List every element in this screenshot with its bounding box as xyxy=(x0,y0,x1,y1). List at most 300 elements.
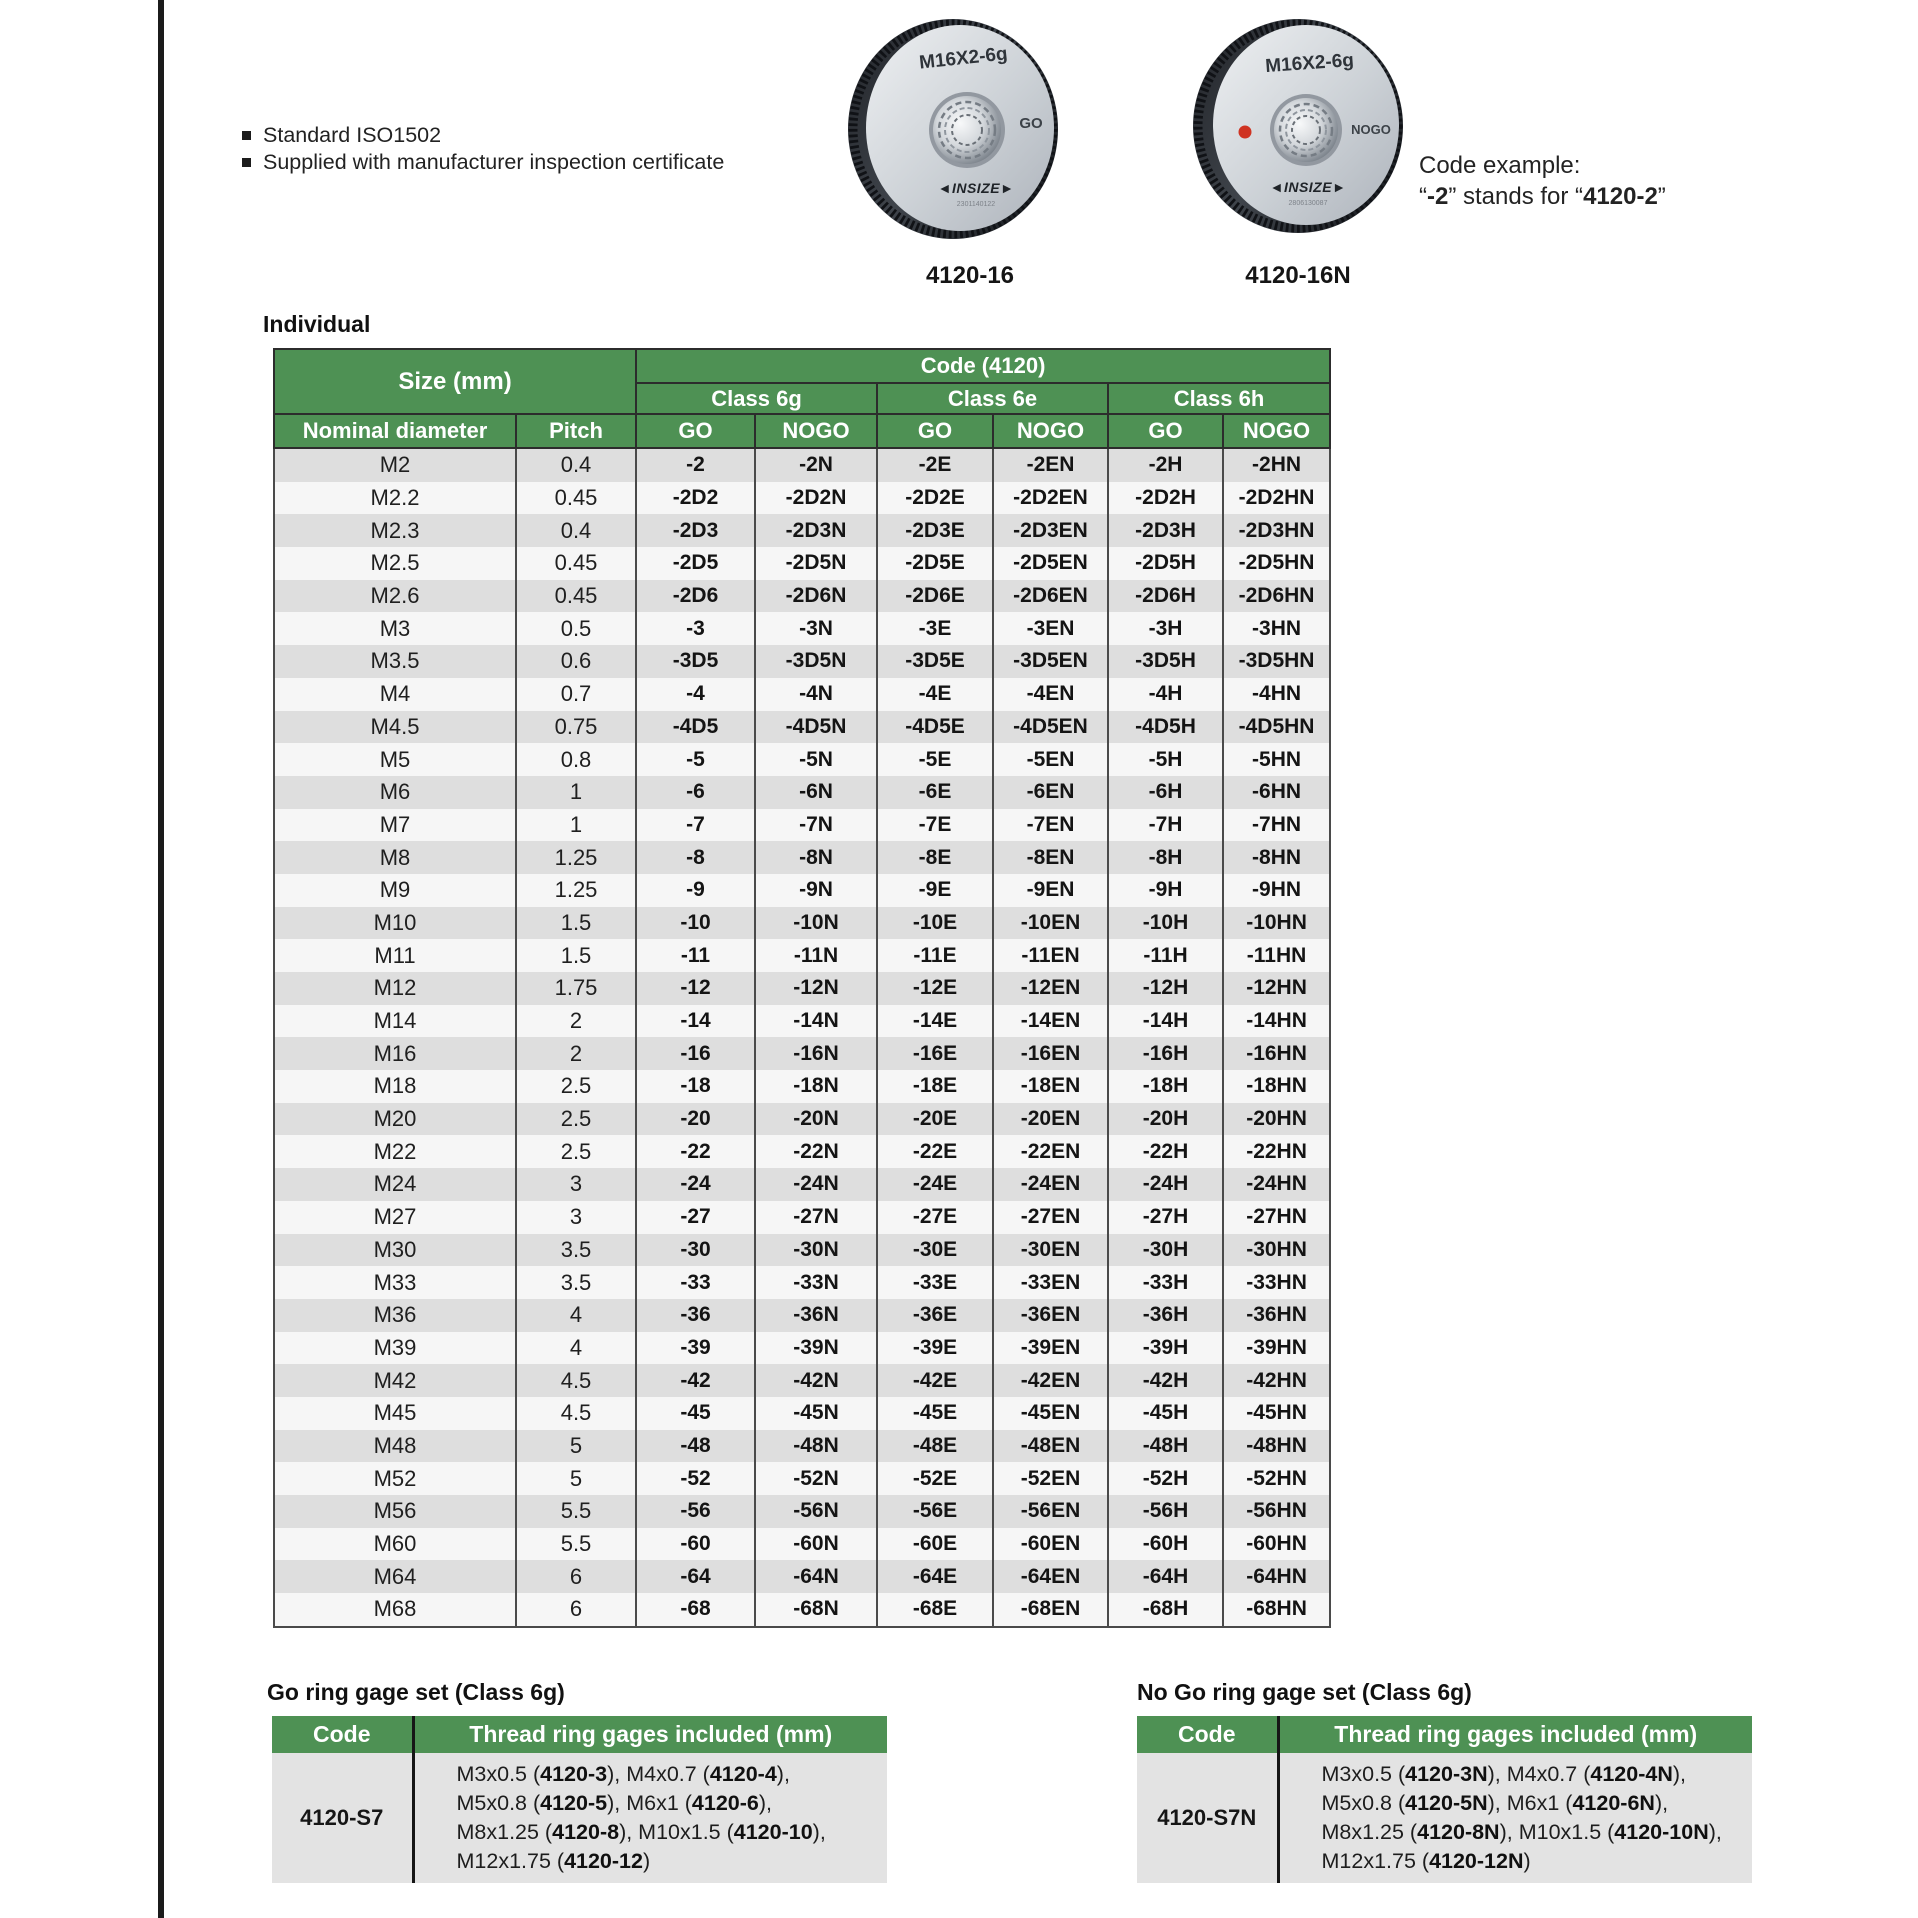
pitch-cell: 0.4 xyxy=(516,514,636,547)
code-cell: -36EN xyxy=(993,1299,1108,1332)
code-cell: -2D5 xyxy=(636,547,755,580)
code-cell: -10E xyxy=(877,907,993,940)
code-cell: -7EN xyxy=(993,809,1108,842)
code-cell: -14H xyxy=(1108,1005,1223,1038)
code-cell: -52N xyxy=(755,1462,877,1495)
code-cell: -2D6HN xyxy=(1223,580,1330,613)
code-cell: -7E xyxy=(877,809,993,842)
pitch-cell: 1.25 xyxy=(516,874,636,907)
code-cell: -7 xyxy=(636,809,755,842)
code-cell: -18HN xyxy=(1223,1070,1330,1103)
serial-number: 2301140122 xyxy=(956,201,996,208)
table-row xyxy=(274,907,1330,940)
header-6h-go: GO xyxy=(1108,414,1223,448)
pitch-cell: 2 xyxy=(516,1005,636,1038)
code-cell: -36H xyxy=(1108,1299,1223,1332)
code-cell: -2D6N xyxy=(755,580,877,613)
insize-logo: ◄INSIZE► xyxy=(1269,179,1347,195)
pitch-cell: 5.5 xyxy=(516,1528,636,1561)
header-class-6h: Class 6h xyxy=(1108,383,1330,414)
code-cell: -3E xyxy=(877,612,993,645)
code-cell: -4E xyxy=(877,678,993,711)
code-cell: -9H xyxy=(1108,874,1223,907)
code-cell: -48HN xyxy=(1223,1430,1330,1463)
code-cell: -4D5HN xyxy=(1223,711,1330,744)
table-row xyxy=(274,1462,1330,1495)
set-gages-cell xyxy=(1278,1753,1752,1883)
ring-marking: M16X2-6g xyxy=(918,43,1009,74)
code-cell: -6 xyxy=(636,776,755,809)
code-cell: -39 xyxy=(636,1332,755,1365)
code-cell: -60EN xyxy=(993,1528,1108,1561)
code-cell: -27 xyxy=(636,1201,755,1234)
code-cell: -42HN xyxy=(1223,1364,1330,1397)
code-cell: -42H xyxy=(1108,1364,1223,1397)
table-row xyxy=(274,580,1330,613)
feature-item xyxy=(242,149,724,176)
code-cell: -4D5E xyxy=(877,711,993,744)
ring-hole xyxy=(1274,98,1338,162)
ring-hole xyxy=(933,96,1001,164)
code-cell: -20H xyxy=(1108,1103,1223,1136)
code-cell: -14E xyxy=(877,1005,993,1038)
code-cell: -30H xyxy=(1108,1234,1223,1267)
header-size: Size (mm) xyxy=(274,349,636,414)
code-cell: -6HN xyxy=(1223,776,1330,809)
code-cell: -2D2E xyxy=(877,482,993,515)
code-cell: -5EN xyxy=(993,743,1108,776)
code-cell: -5HN xyxy=(1223,743,1330,776)
nominal-diameter-cell: M22 xyxy=(274,1135,516,1168)
code-cell: -2D3E xyxy=(877,514,993,547)
pitch-cell: 0.6 xyxy=(516,645,636,678)
nominal-diameter-cell: M24 xyxy=(274,1168,516,1201)
code-cell: -11HN xyxy=(1223,939,1330,972)
table-row xyxy=(274,1528,1330,1561)
set-header-code: Code xyxy=(272,1716,413,1753)
code-cell: -27HN xyxy=(1223,1201,1330,1234)
code-cell: -8 xyxy=(636,841,755,874)
table-row xyxy=(274,482,1330,515)
code-cell: -52 xyxy=(636,1462,755,1495)
nominal-diameter-cell: M33 xyxy=(274,1266,516,1299)
code-cell: -30EN xyxy=(993,1234,1108,1267)
code-cell: -2D3HN xyxy=(1223,514,1330,547)
nominal-diameter-cell: M12 xyxy=(274,972,516,1005)
code-cell: -6EN xyxy=(993,776,1108,809)
code-cell: -52H xyxy=(1108,1462,1223,1495)
code-cell: -22HN xyxy=(1223,1135,1330,1168)
code-cell: -68HN xyxy=(1223,1593,1330,1627)
code-cell: -2N xyxy=(755,448,877,482)
nominal-diameter-cell: M10 xyxy=(274,907,516,940)
code-cell: -6H xyxy=(1108,776,1223,809)
code-cell: -11 xyxy=(636,939,755,972)
code-cell: -6E xyxy=(877,776,993,809)
table-row xyxy=(274,1397,1330,1430)
go-set-table xyxy=(272,1716,887,1883)
code-cell: -3D5HN xyxy=(1223,645,1330,678)
code-cell: -24H xyxy=(1108,1168,1223,1201)
table-row xyxy=(274,1299,1330,1332)
table-row xyxy=(274,1005,1330,1038)
code-cell: -42E xyxy=(877,1364,993,1397)
pitch-cell: 2.5 xyxy=(516,1135,636,1168)
code-cell: -9EN xyxy=(993,874,1108,907)
code-cell: -20EN xyxy=(993,1103,1108,1136)
code-cell: -60 xyxy=(636,1528,755,1561)
nominal-diameter-cell: M7 xyxy=(274,809,516,842)
nogo-red-dot xyxy=(1239,126,1252,139)
table-row xyxy=(274,1070,1330,1103)
code-cell: -48H xyxy=(1108,1430,1223,1463)
header-code: Code (4120) xyxy=(636,349,1330,383)
nominal-diameter-cell: M2.3 xyxy=(274,514,516,547)
code-cell: -9 xyxy=(636,874,755,907)
serial-number: 2806130087 xyxy=(1288,200,1328,207)
code-cell: -3 xyxy=(636,612,755,645)
code-cell: -2D2 xyxy=(636,482,755,515)
code-cell: -14 xyxy=(636,1005,755,1038)
code-cell: -22EN xyxy=(993,1135,1108,1168)
code-cell: -56H xyxy=(1108,1495,1223,1528)
code-cell: -14EN xyxy=(993,1005,1108,1038)
individual-table-body xyxy=(274,448,1330,1627)
nominal-diameter-cell: M39 xyxy=(274,1332,516,1365)
nominal-diameter-cell: M9 xyxy=(274,874,516,907)
code-cell: -10EN xyxy=(993,907,1108,940)
code-cell: -2D5EN xyxy=(993,547,1108,580)
code-cell: -2D2HN xyxy=(1223,482,1330,515)
code-cell: -30N xyxy=(755,1234,877,1267)
code-cell: -33 xyxy=(636,1266,755,1299)
code-cell: -52EN xyxy=(993,1462,1108,1495)
code-example-text: “-2” stands for “4120-2” xyxy=(1419,183,1666,210)
code-cell: -10H xyxy=(1108,907,1223,940)
individual-table xyxy=(273,348,1331,1628)
pitch-cell: 2.5 xyxy=(516,1103,636,1136)
code-cell: -56HN xyxy=(1223,1495,1330,1528)
insize-logo: ◄INSIZE► xyxy=(937,180,1015,196)
code-cell: -48EN xyxy=(993,1430,1108,1463)
code-cell: -16H xyxy=(1108,1037,1223,1070)
set-header-included: Thread ring gages included (mm) xyxy=(1278,1716,1752,1753)
nogo-label: NOGO xyxy=(1351,122,1391,137)
code-cell: -30HN xyxy=(1223,1234,1330,1267)
code-cell: -2D3H xyxy=(1108,514,1223,547)
set-header-included: Thread ring gages included (mm) xyxy=(413,1716,887,1753)
pitch-cell: 5 xyxy=(516,1430,636,1463)
go-label: GO xyxy=(1019,115,1043,132)
nominal-diameter-cell: M42 xyxy=(274,1364,516,1397)
code-cell: -64EN xyxy=(993,1560,1108,1593)
nominal-diameter-cell: M56 xyxy=(274,1495,516,1528)
code-cell: -24 xyxy=(636,1168,755,1201)
nominal-diameter-cell: M3.5 xyxy=(274,645,516,678)
nogo-ring-photo xyxy=(1192,18,1404,234)
individual-section-label: Individual xyxy=(263,311,371,337)
code-cell: -10 xyxy=(636,907,755,940)
nominal-diameter-cell: M2.2 xyxy=(274,482,516,515)
code-example xyxy=(1419,150,1666,212)
set-gages-cell xyxy=(413,1753,887,1883)
code-cell: -4D5N xyxy=(755,711,877,744)
nominal-diameter-cell: M64 xyxy=(274,1560,516,1593)
code-cell: -2H xyxy=(1108,448,1223,482)
code-cell: -22 xyxy=(636,1135,755,1168)
pitch-cell: 3 xyxy=(516,1168,636,1201)
table-row xyxy=(272,1753,887,1883)
code-cell: -2D5H xyxy=(1108,547,1223,580)
nominal-diameter-cell: M30 xyxy=(274,1234,516,1267)
code-cell: -27N xyxy=(755,1201,877,1234)
ring-marking: M16X2-6g xyxy=(1264,49,1355,78)
code-cell: -4HN xyxy=(1223,678,1330,711)
table-row xyxy=(274,1168,1330,1201)
nominal-diameter-cell: M27 xyxy=(274,1201,516,1234)
code-cell: -4D5 xyxy=(636,711,755,744)
header-pitch: Pitch xyxy=(516,414,636,448)
code-cell: -33H xyxy=(1108,1266,1223,1299)
code-cell: -60HN xyxy=(1223,1528,1330,1561)
gage-line: M12x1.75 (4120-12) xyxy=(456,1849,651,1873)
nominal-diameter-cell: M3 xyxy=(274,612,516,645)
nominal-diameter-cell: M60 xyxy=(274,1528,516,1561)
table-row xyxy=(274,1430,1330,1463)
table-row xyxy=(274,1560,1330,1593)
code-cell: -2D3N xyxy=(755,514,877,547)
table-row xyxy=(274,809,1330,842)
code-cell: -24EN xyxy=(993,1168,1108,1201)
code-cell: -4D5EN xyxy=(993,711,1108,744)
pitch-cell: 3 xyxy=(516,1201,636,1234)
code-cell: -68 xyxy=(636,1593,755,1627)
pitch-cell: 0.45 xyxy=(516,580,636,613)
code-cell: -2E xyxy=(877,448,993,482)
code-cell: -42EN xyxy=(993,1364,1108,1397)
table-row xyxy=(274,1495,1330,1528)
pitch-cell: 1.75 xyxy=(516,972,636,1005)
table-row xyxy=(274,1234,1330,1267)
nominal-diameter-cell: M20 xyxy=(274,1103,516,1136)
code-cell: -14N xyxy=(755,1005,877,1038)
table-row xyxy=(274,1103,1330,1136)
go-set-title: Go ring gage set (Class 6g) xyxy=(267,1679,565,1705)
code-cell: -16 xyxy=(636,1037,755,1070)
table-row xyxy=(274,1201,1330,1234)
code-cell: -5N xyxy=(755,743,877,776)
pitch-cell: 0.7 xyxy=(516,678,636,711)
set-header-code: Code xyxy=(1137,1716,1278,1753)
code-cell: -2D6E xyxy=(877,580,993,613)
code-cell: -56E xyxy=(877,1495,993,1528)
header-6h-nogo: NOGO xyxy=(1223,414,1330,448)
gage-line: M5x0.8 (4120-5N), M6x1 (4120-6N), xyxy=(1321,1791,1669,1815)
code-cell: -36E xyxy=(877,1299,993,1332)
pitch-cell: 1.5 xyxy=(516,939,636,972)
code-cell: -3D5N xyxy=(755,645,877,678)
pitch-cell: 6 xyxy=(516,1560,636,1593)
header-class-6e: Class 6e xyxy=(877,383,1108,414)
pitch-cell: 1.5 xyxy=(516,907,636,940)
code-cell: -2 xyxy=(636,448,755,482)
code-cell: -24HN xyxy=(1223,1168,1330,1201)
feature-list xyxy=(242,122,724,176)
code-cell: -68EN xyxy=(993,1593,1108,1627)
code-cell: -12HN xyxy=(1223,972,1330,1005)
nominal-diameter-cell: M11 xyxy=(274,939,516,972)
table-row xyxy=(274,711,1330,744)
code-cell: -12E xyxy=(877,972,993,1005)
go-ring-caption: 4120-16 xyxy=(925,262,1015,289)
code-cell: -7HN xyxy=(1223,809,1330,842)
table-row xyxy=(274,1135,1330,1168)
code-cell: -3D5 xyxy=(636,645,755,678)
table-row xyxy=(274,874,1330,907)
code-cell: -52HN xyxy=(1223,1462,1330,1495)
code-cell: -33EN xyxy=(993,1266,1108,1299)
code-cell: -64E xyxy=(877,1560,993,1593)
code-cell: -12N xyxy=(755,972,877,1005)
code-cell: -2D5N xyxy=(755,547,877,580)
code-cell: -22N xyxy=(755,1135,877,1168)
pitch-cell: 4 xyxy=(516,1299,636,1332)
gage-line: M5x0.8 (4120-5), M6x1 (4120-6), xyxy=(456,1791,773,1815)
gage-line: M3x0.5 (4120-3N), M4x0.7 (4120-4N), xyxy=(1321,1762,1686,1786)
code-cell: -39E xyxy=(877,1332,993,1365)
gage-line: M8x1.25 (4120-8N), M10x1.5 (4120-10N), xyxy=(1321,1820,1722,1844)
code-cell: -56EN xyxy=(993,1495,1108,1528)
pitch-cell: 5.5 xyxy=(516,1495,636,1528)
pitch-cell: 1.25 xyxy=(516,841,636,874)
nominal-diameter-cell: M5 xyxy=(274,743,516,776)
nogo-set-table xyxy=(1137,1716,1752,1883)
code-cell: -11EN xyxy=(993,939,1108,972)
code-cell: -14HN xyxy=(1223,1005,1330,1038)
header-class-6g: Class 6g xyxy=(636,383,877,414)
header-nominal-diameter: Nominal diameter xyxy=(274,414,516,448)
code-cell: -16EN xyxy=(993,1037,1108,1070)
header-6g-go: GO xyxy=(636,414,755,448)
code-cell: -11H xyxy=(1108,939,1223,972)
code-cell: -52E xyxy=(877,1462,993,1495)
code-cell: -18EN xyxy=(993,1070,1108,1103)
code-cell: -39HN xyxy=(1223,1332,1330,1365)
nominal-diameter-cell: M45 xyxy=(274,1397,516,1430)
table-row xyxy=(274,841,1330,874)
nominal-diameter-cell: M2 xyxy=(274,448,516,482)
go-ring-photo xyxy=(847,16,1059,240)
table-row xyxy=(274,776,1330,809)
table-row xyxy=(274,972,1330,1005)
code-cell: -36N xyxy=(755,1299,877,1332)
code-cell: -4H xyxy=(1108,678,1223,711)
nominal-diameter-cell: M14 xyxy=(274,1005,516,1038)
code-cell: -22H xyxy=(1108,1135,1223,1168)
code-cell: -2EN xyxy=(993,448,1108,482)
table-row xyxy=(274,1364,1330,1397)
table-row xyxy=(274,1037,1330,1070)
table-row xyxy=(274,547,1330,580)
nominal-diameter-cell: M16 xyxy=(274,1037,516,1070)
code-cell: -45H xyxy=(1108,1397,1223,1430)
code-cell: -3N xyxy=(755,612,877,645)
code-cell: -2HN xyxy=(1223,448,1330,482)
code-cell: -3D5H xyxy=(1108,645,1223,678)
code-cell: -60E xyxy=(877,1528,993,1561)
code-cell: -36HN xyxy=(1223,1299,1330,1332)
code-cell: -20HN xyxy=(1223,1103,1330,1136)
pitch-cell: 5 xyxy=(516,1462,636,1495)
code-cell: -64N xyxy=(755,1560,877,1593)
pitch-cell: 4 xyxy=(516,1332,636,1365)
code-cell: -56N xyxy=(755,1495,877,1528)
code-cell: -2D5HN xyxy=(1223,547,1330,580)
code-cell: -45N xyxy=(755,1397,877,1430)
code-cell: -20N xyxy=(755,1103,877,1136)
code-example-title: Code example: xyxy=(1419,152,1581,179)
code-cell: -8H xyxy=(1108,841,1223,874)
page-border-line xyxy=(158,0,164,1918)
code-cell: -8EN xyxy=(993,841,1108,874)
code-cell: -48E xyxy=(877,1430,993,1463)
nogo-ring-caption: 4120-16N xyxy=(1245,262,1351,289)
nominal-diameter-cell: M6 xyxy=(274,776,516,809)
code-cell: -39EN xyxy=(993,1332,1108,1365)
pitch-cell: 0.4 xyxy=(516,448,636,482)
table-row xyxy=(1137,1753,1752,1883)
pitch-cell: 1 xyxy=(516,776,636,809)
header-6g-nogo: NOGO xyxy=(755,414,877,448)
code-cell: -2D3EN xyxy=(993,514,1108,547)
table-row xyxy=(274,645,1330,678)
gage-line: M12x1.75 (4120-12N) xyxy=(1321,1849,1531,1873)
code-cell: -3HN xyxy=(1223,612,1330,645)
code-cell: -30 xyxy=(636,1234,755,1267)
code-cell: -18 xyxy=(636,1070,755,1103)
code-cell: -8HN xyxy=(1223,841,1330,874)
code-cell: -22E xyxy=(877,1135,993,1168)
code-cell: -18E xyxy=(877,1070,993,1103)
pitch-cell: 4.5 xyxy=(516,1397,636,1430)
code-cell: -2D2H xyxy=(1108,482,1223,515)
code-cell: -64 xyxy=(636,1560,755,1593)
code-cell: -39H xyxy=(1108,1332,1223,1365)
nogo-set-title: No Go ring gage set (Class 6g) xyxy=(1137,1679,1472,1705)
gage-line: M8x1.25 (4120-8), M10x1.5 (4120-10), xyxy=(456,1820,826,1844)
code-cell: -4 xyxy=(636,678,755,711)
code-cell: -7H xyxy=(1108,809,1223,842)
table-row xyxy=(274,612,1330,645)
code-cell: -64HN xyxy=(1223,1560,1330,1593)
code-cell: -3EN xyxy=(993,612,1108,645)
gage-line: M3x0.5 (4120-3), M4x0.7 (4120-4), xyxy=(456,1762,790,1786)
code-cell: -33E xyxy=(877,1266,993,1299)
code-cell: -18H xyxy=(1108,1070,1223,1103)
pitch-cell: 2 xyxy=(516,1037,636,1070)
code-cell: -16HN xyxy=(1223,1037,1330,1070)
nominal-diameter-cell: M68 xyxy=(274,1593,516,1627)
table-row xyxy=(274,514,1330,547)
code-cell: -24N xyxy=(755,1168,877,1201)
pitch-cell: 3.5 xyxy=(516,1234,636,1267)
feature-item xyxy=(242,122,724,149)
code-cell: -60N xyxy=(755,1528,877,1561)
code-cell: -39N xyxy=(755,1332,877,1365)
code-cell: -24E xyxy=(877,1168,993,1201)
feature-text: Supplied with manufacturer inspection certificate xyxy=(263,150,725,174)
pitch-cell: 0.45 xyxy=(516,547,636,580)
